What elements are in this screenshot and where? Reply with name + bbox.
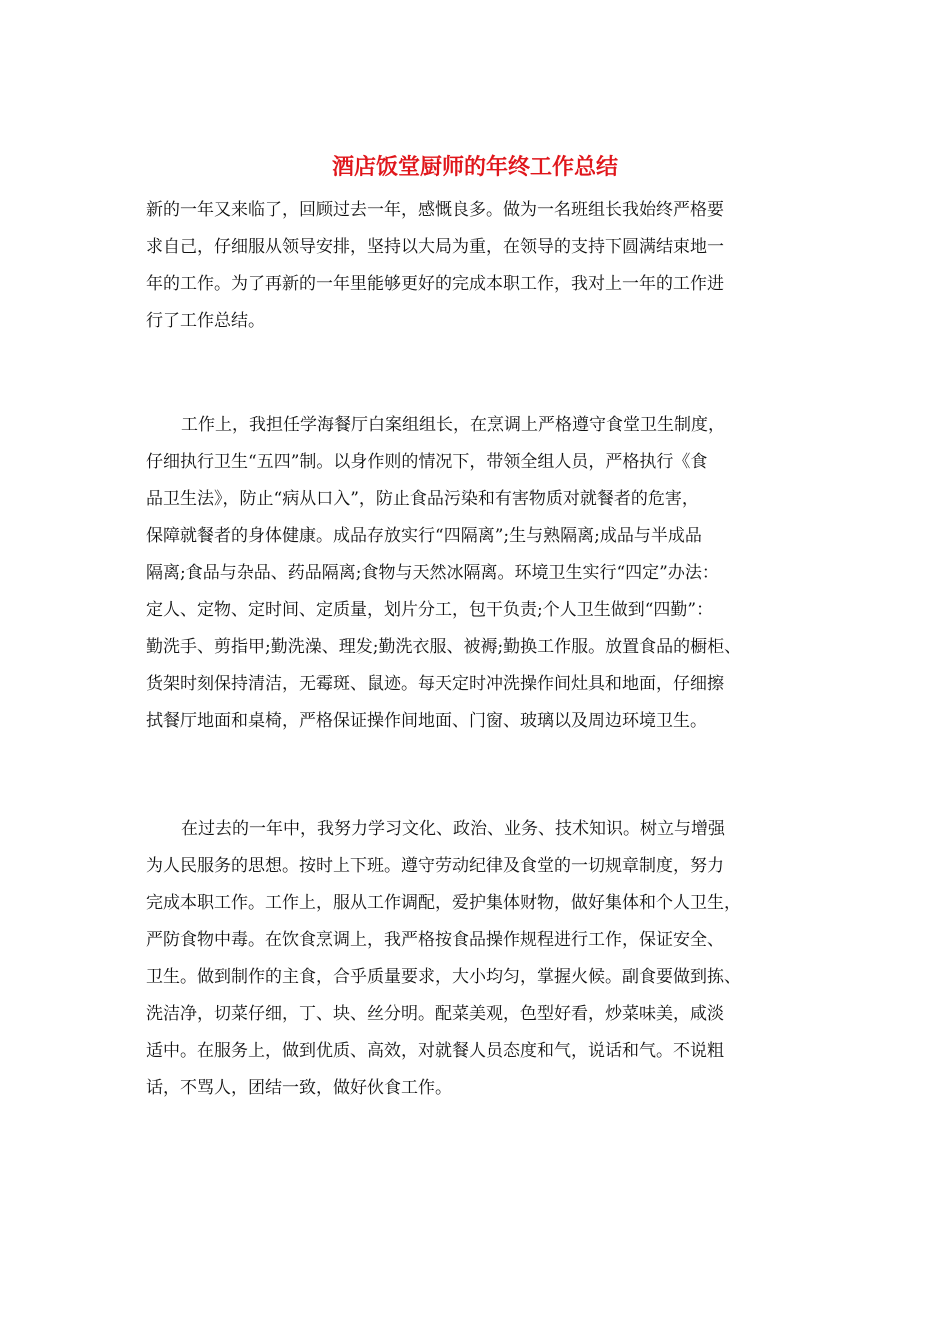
paragraph-2-line-3: 品卫生法》，防止“病从口入”，防止食品污染和有害物质对就餐者的危害， <box>146 489 699 509</box>
paragraph-1-line-4: 行了工作总结。 <box>146 311 265 331</box>
paragraph-3-line-4: 严防食物中毒。在饮食烹调上，我严格按食品操作规程进行工作，保证安全、 <box>146 930 724 950</box>
paragraph-2-line-5: 隔离;食品与杂品、药品隔离;食物与天然冰隔离。环境卫生实行“四定”办法： <box>146 563 719 583</box>
paragraph-1-line-2: 求自己，仔细服从领导安排，坚持以大局为重，在领导的支持下圆满结束地一 <box>146 237 724 257</box>
paragraph-2-line-1: 工作上，我担任学海餐厅白案组组长，在烹调上严格遵守食堂卫生制度， <box>181 415 725 435</box>
paragraph-2-line-6: 定人、定物、定时间、定质量，划片分工，包干负责;个人卫生做到“四勤”： <box>146 600 714 620</box>
paragraph-2-line-7: 勤洗手、剪指甲;勤洗澡、理发;勤洗衣服、被褥;勤换工作服。放置食品的橱柜、 <box>146 637 742 657</box>
paragraph-2-line-9: 拭餐厅地面和桌椅，严格保证操作间地面、门窗、玻璃以及周边环境卫生。 <box>146 711 707 731</box>
paragraph-2-line-4: 保障就餐者的身体健康。成品存放实行“四隔离”;生与熟隔离;成品与半成品 <box>146 526 702 546</box>
paragraph-2-line-8: 货架时刻保持清洁，无霉斑、鼠迹。每天定时冲洗操作间灶具和地面，仔细擦 <box>146 674 724 694</box>
paragraph-3-line-1: 在过去的一年中，我努力学习文化、政治、业务、技术知识。树立与增强 <box>181 819 725 839</box>
paragraph-3-line-3: 完成本职工作。工作上，服从工作调配，爱护集体财物，做好集体和个人卫生， <box>146 893 741 913</box>
paragraph-1-line-3: 年的工作。为了再新的一年里能够更好的完成本职工作，我对上一年的工作进 <box>146 274 724 294</box>
paragraph-2-line-2: 仔细执行卫生“五四”制。以身作则的情况下，带领全组人员，严格执行《食 <box>146 452 708 472</box>
paragraph-3-line-6: 洗洁净，切菜仔细，丁、块、丝分明。配菜美观，色型好看，炒菜味美，咸淡 <box>146 1004 724 1024</box>
document-title: 酒店饭堂厨师的年终工作总结 <box>331 154 618 180</box>
paragraph-3-line-5: 卫生。做到制作的主食，合乎质量要求，大小均匀，掌握火候。副食要做到拣、 <box>146 967 741 987</box>
paragraph-1-line-1: 新的一年又来临了，回顾过去一年，感慨良多。做为一名班组长我始终严格要 <box>146 200 724 220</box>
paragraph-3-line-2: 为人民服务的思想。按时上下班。遵守劳动纪律及食堂的一切规章制度，努力 <box>146 856 724 876</box>
paragraph-3-line-7: 适中。在服务上，做到优质、高效，对就餐人员态度和气，说话和气。不说粗 <box>146 1041 724 1061</box>
paragraph-3-line-8: 话，不骂人，团结一致，做好伙食工作。 <box>146 1078 452 1098</box>
